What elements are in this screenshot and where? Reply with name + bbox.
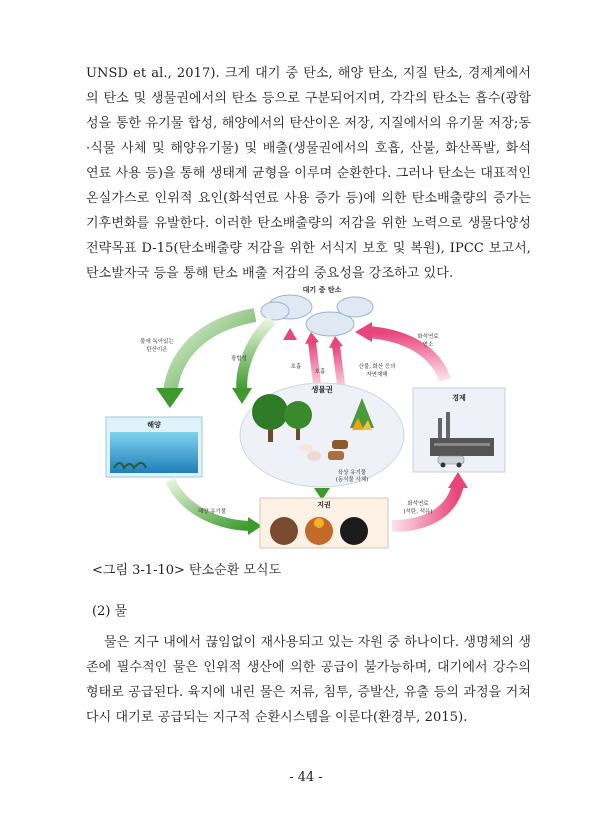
fossil-emission-label-1: 화석연료: [417, 334, 439, 340]
dissolved-label-1: 물에 녹아있는: [140, 339, 174, 345]
oil-icon: [340, 517, 368, 545]
arrow-ocean-organic-icon: [170, 480, 250, 526]
land-organic-label-2: (동식물 사체): [335, 477, 369, 483]
respiration-label-2: 호흡: [314, 369, 326, 375]
section-title: (2) 물: [92, 604, 128, 619]
carbon-cycle-diagram: [100, 280, 520, 550]
geosphere-label: 지권: [317, 501, 331, 509]
dissolved-label-2: 탄산이온: [146, 347, 168, 353]
body-paragraph-2: 물은 지구 내에서 끊임없이 재사용되고 있는 자원 중 하나이다. 생명체의 생존에 필수적인 물은 인위적 생산에 의한 공급이 불가능하며, 대기에서 강수의 형태로 공급된다. 육지에 내린 물은 저류, 침투, 증발산, 유출 등의 과정을 거쳐 다시 대기로 공급되는 지구적 순환시스템을 이룬다(환경부, 2015).: [86, 635, 531, 725]
body-paragraph-1: UNSD et al., 2017). 크게 대기 중 탄소, 해양 탄소, 지질 탄소, 경제계에서의 탄소 및 생물권에서의 탄소 등으로 구분되어지며, 각각의 탄소는 흡수(광합성을 통한 유기물 합성, 해양에서의 탄산이온 저장, 지질에서의 유기물 저장;동·식물 사체 및 해양유기물) 및 배출(생물권에서의 호흡, 산불, 화산폭발, 화석연료 사용 등)을 통해 생태계 균형을 이루며 순환한다. 그러나 탄소는 대표적인 온실가스로 인위적 요인(화석연료 사용 증가 등)에 의한 탄소배출량의 증가는 기후변화를 유발한다. 이러한 탄소배출량의 저감을 위한 노력으로 생물다양성 전략목표 D-15(탄소배출량 저감을 위한 서식지 보호 및 복원), IPCC 보고서, 탄소발자국 등을 통해 탄소 배출 저감의 중요성을 강조하고 있다.: [86, 66, 531, 281]
economy-label: 경제: [452, 394, 466, 402]
arrow-photosynthesis-icon: [242, 320, 272, 390]
ocean-organic-label: 해양 유기물: [197, 509, 227, 515]
carbon-cycle-figure: [100, 280, 520, 550]
atmosphere-label: 대기 중 탄소: [302, 286, 342, 294]
land-organic-label-1: 육상 유기물: [337, 470, 367, 476]
photosynthesis-label: 광합성: [231, 356, 247, 362]
wildfire-label-2: 자연재해: [366, 372, 388, 378]
fossil-fuel-label-1: 화석연료: [407, 501, 429, 507]
wildfire-label-1: 산불, 화산 등의: [358, 364, 396, 370]
sediment-icon: [270, 517, 298, 545]
page-number: - 44 -: [289, 770, 323, 785]
cloud-icon: [261, 295, 373, 336]
fossil-emission-label-2: 연소: [422, 342, 434, 348]
ocean-label: 해양: [147, 421, 161, 429]
fossil-fuel-label-2: (석탄, 석유): [403, 509, 433, 515]
biosphere-label: 생물권: [311, 385, 333, 394]
figure-caption: <그림 3-1-10> 탄소순환 모식도: [92, 563, 282, 578]
respiration-label-1: 호흡: [290, 364, 302, 370]
